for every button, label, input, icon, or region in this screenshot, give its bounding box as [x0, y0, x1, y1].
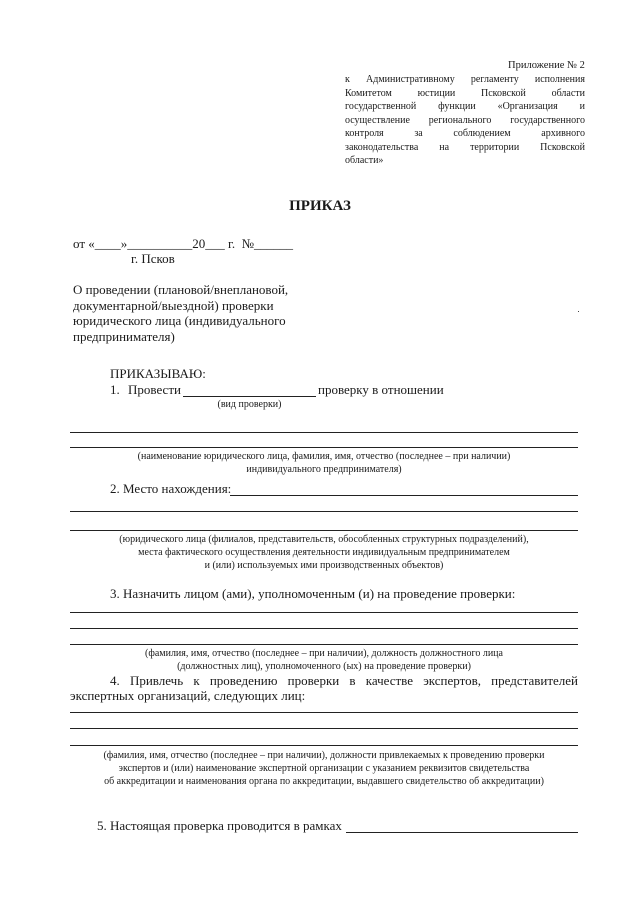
location-field[interactable]	[70, 530, 578, 531]
item1-before: Провести	[128, 382, 181, 397]
appendix-header: Приложение № 2	[508, 60, 585, 71]
page-title: ПРИКАЗ	[289, 198, 351, 214]
inspectors-field[interactable]	[70, 612, 578, 613]
item4-line: 4. Привлечь к проведению проверки в качестве экспертов, представителей	[110, 673, 578, 688]
order-subject	[73, 282, 288, 344]
entity-name-field[interactable]	[70, 432, 578, 433]
item3-label: 3. Назначить лицом (ами), уполномоченным (и) на проведение проверки:	[110, 586, 516, 601]
city: г. Псков	[131, 251, 175, 266]
appendix-line: контроля за соблюдением архивного	[345, 128, 585, 139]
check-type-field[interactable]	[183, 396, 316, 397]
item5-label: 5. Настоящая проверка проводится в рамках	[97, 818, 342, 833]
item4-text	[70, 673, 578, 703]
stray-dot	[578, 311, 579, 312]
location-field[interactable]	[70, 511, 578, 512]
date-line: от «____»__________20___ г. №______	[73, 236, 294, 251]
subject-line: документарной/выездной) проверки	[73, 297, 274, 313]
caption-line: (должностных лиц), уполномоченного (ых) на проведение проверки)	[177, 661, 471, 672]
check-type-hint: (вид проверки)	[217, 399, 282, 410]
caption-line: об аккредитации и наименования органа по аккредитации, выдавшего свидетельство об аккредитации)	[104, 776, 544, 787]
appendix-line: Комитетом юстиции Псковской области	[345, 87, 585, 99]
item1-after: проверку в отношении	[318, 382, 444, 397]
caption-line: экспертов и (или) наименование экспертной организации с указанием реквизитов свидетельства	[118, 763, 530, 774]
experts-field[interactable]	[70, 745, 578, 746]
caption-line: и (или) используемых ими производственных объектов)	[204, 560, 444, 571]
entity-name-caption	[70, 450, 578, 476]
caption-line: (юридического лица (филиалов, представительств, обособленных структурных подразделений),	[119, 534, 529, 545]
inspectors-caption	[70, 647, 578, 673]
appendix-line: государственной функции «Организация и	[345, 101, 585, 112]
appendix-line: осуществление регионального государственного	[345, 114, 585, 126]
caption-line: (наименование юридического лица, фамилия, имя, отчество (последнее – при наличии)	[137, 451, 511, 462]
appendix-line: законодательства на территории Псковской	[345, 141, 585, 153]
caption-line: индивидуального предпринимателя)	[246, 464, 402, 475]
subject-line: О проведении (плановой/внеплановой,	[73, 282, 289, 297]
appendix-line: к Административному регламенту исполнения	[345, 74, 585, 85]
caption-line: (фамилия, имя, отчество (последнее – при наличии), должность должностного лица	[145, 648, 503, 659]
order-word: ПРИКАЗЫВАЮ:	[110, 366, 206, 381]
framework-field[interactable]	[346, 832, 578, 833]
experts-caption	[70, 749, 578, 788]
inspectors-field[interactable]	[70, 644, 578, 645]
location-caption	[70, 533, 578, 572]
caption-line: места фактического осуществления деятельности индивидуальным предпринимателем	[138, 547, 510, 558]
item1-number: 1.	[110, 382, 120, 397]
appendix-text	[345, 73, 585, 168]
location-field[interactable]	[230, 495, 578, 496]
item2-label: 2. Место нахождения:	[110, 481, 232, 496]
inspectors-field[interactable]	[70, 628, 578, 629]
entity-name-field[interactable]	[70, 447, 578, 448]
subject-line: юридического лица (индивидуального	[73, 313, 286, 328]
experts-field[interactable]	[70, 712, 578, 713]
caption-line: (фамилия, имя, отчество (последнее – при наличии), должности привлекаемых к проведению проверки	[103, 750, 545, 761]
experts-field[interactable]	[70, 728, 578, 729]
item4-line: экспертных организаций, следующих лиц:	[70, 688, 306, 703]
subject-line: предпринимателя)	[73, 328, 175, 344]
appendix-line: области»	[345, 155, 384, 166]
